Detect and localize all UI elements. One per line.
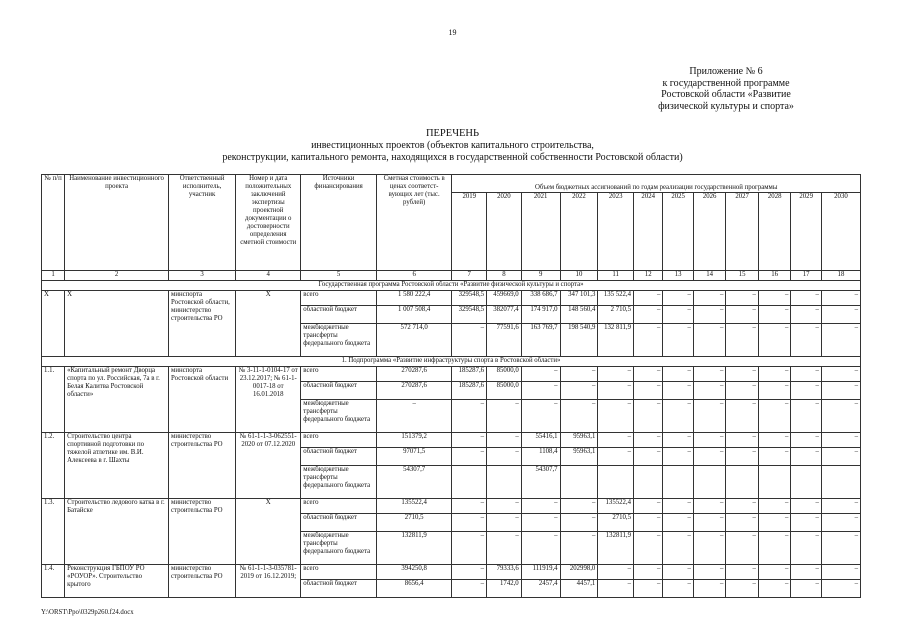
table-row	[42, 565, 861, 580]
year-value: –	[693, 400, 726, 433]
funding-source: всего	[301, 499, 377, 514]
project-doc: Х	[236, 499, 301, 565]
investment-projects-table	[41, 174, 861, 598]
project-doc: Х	[236, 291, 301, 357]
project-name: Строительство центра спортивной подготовки по тяжелой атлетике им. В.И. Алексеева в г. Шахты	[65, 433, 169, 499]
column-index: 4	[236, 271, 301, 281]
year-value: –	[487, 433, 522, 448]
year-value: –	[634, 580, 663, 598]
cost-value: 394250,8	[376, 565, 452, 580]
year-value: –	[598, 382, 634, 400]
year-value: 185287,6	[452, 382, 487, 400]
appendix-line-3: Ростовской области «Развитие	[661, 89, 791, 100]
year-value: –	[634, 565, 663, 580]
column-index: 2	[65, 271, 169, 281]
year-value: 77591,6	[487, 324, 522, 357]
project-responsible: минспорта Ростовской области	[169, 367, 236, 433]
year-value: –	[663, 532, 693, 565]
project-name: Х	[65, 291, 169, 357]
year-value: –	[521, 532, 560, 565]
header-name: Наименование инвестиционного проекта	[65, 175, 169, 271]
appendix-line-2: к государственной программе	[662, 77, 790, 89]
funding-source: всего	[301, 291, 377, 306]
cost-value: 572 714,0	[376, 324, 452, 357]
year-value: –	[791, 324, 821, 357]
year-value: –	[821, 514, 860, 532]
table-row	[42, 367, 861, 382]
cost-value: 2710,5	[376, 514, 452, 532]
year-value: –	[693, 580, 726, 598]
cost-value: 135522,4	[376, 499, 452, 514]
year-value: –	[791, 532, 821, 565]
year-value: 55416,1	[521, 433, 560, 448]
column-index: 10	[560, 271, 598, 281]
year-value: –	[726, 565, 759, 580]
year-value: –	[634, 499, 663, 514]
year-value: –	[821, 433, 860, 448]
year-value: –	[758, 580, 791, 598]
year-value: –	[726, 291, 759, 306]
project-responsible: минспорта Ростовской области, министерство строительства РО	[169, 291, 236, 357]
year-value: 95963,1	[560, 433, 598, 448]
column-index: 13	[663, 271, 693, 281]
year-value	[452, 466, 487, 499]
column-index: 18	[821, 271, 860, 281]
year-value: –	[693, 306, 726, 324]
project-name: Строительство ледового катка в г. Батайске	[65, 499, 169, 565]
year-value: 202998,0	[560, 565, 598, 580]
year-value	[598, 466, 634, 499]
year-value	[693, 466, 726, 499]
year-value: –	[560, 367, 598, 382]
subprogram-title: 1. Подпрограмма «Развитие инфраструктуры спорта в Ростовской области»	[42, 357, 861, 367]
year-value: –	[663, 565, 693, 580]
year-value: –	[726, 514, 759, 532]
project-number: 1.2.	[42, 433, 65, 499]
year-value: –	[634, 433, 663, 448]
year-value: –	[821, 580, 860, 598]
year-value: –	[663, 499, 693, 514]
year-value: –	[758, 514, 791, 532]
year-value: 95963,1	[560, 448, 598, 466]
year-value: –	[560, 499, 598, 514]
year-value: –	[663, 433, 693, 448]
column-index: 14	[693, 271, 726, 281]
year-value: –	[663, 382, 693, 400]
funding-source: всего	[301, 565, 377, 580]
year-value: –	[521, 382, 560, 400]
year-value: –	[758, 499, 791, 514]
year-value: –	[521, 499, 560, 514]
year-value: –	[791, 382, 821, 400]
year-value: –	[634, 367, 663, 382]
project-number: 1.1.	[42, 367, 65, 433]
year-value: –	[598, 580, 634, 598]
year-value: –	[758, 291, 791, 306]
year-value: –	[693, 514, 726, 532]
year-value: 185287,6	[452, 367, 487, 382]
year-value: –	[452, 514, 487, 532]
page-number: 19	[448, 28, 457, 37]
header-cost: Сметная стоимость в ценах соответст-вующих лет (тыс. рублей)	[376, 175, 452, 271]
project-number: Х	[42, 291, 65, 357]
year-value: –	[598, 367, 634, 382]
cost-value: 97071,5	[376, 448, 452, 466]
year-value: –	[560, 382, 598, 400]
year-value: –	[821, 324, 860, 357]
project-responsible: министерство строительства РО	[169, 433, 236, 499]
year-value: –	[634, 448, 663, 466]
header-source: Источники финансирования	[301, 175, 377, 271]
header-year: 2027	[726, 193, 759, 271]
cost-value: 54307,7	[376, 466, 452, 499]
header-year: 2022	[560, 193, 598, 271]
year-value: –	[693, 448, 726, 466]
title-heading: ПЕРЕЧЕНЬ	[425, 128, 480, 139]
year-value: –	[634, 291, 663, 306]
year-value: 54307,7	[521, 466, 560, 499]
year-value: –	[487, 514, 522, 532]
year-value: –	[791, 565, 821, 580]
year-value: –	[821, 565, 860, 580]
year-value: –	[726, 382, 759, 400]
year-value: –	[634, 306, 663, 324]
table-row	[42, 433, 861, 448]
year-value: –	[560, 400, 598, 433]
year-value: –	[821, 448, 860, 466]
year-value: –	[791, 291, 821, 306]
year-value: –	[598, 565, 634, 580]
year-value: 1742,0	[487, 580, 522, 598]
header-year: 2020	[487, 193, 522, 271]
cost-value: 270287,6	[376, 382, 452, 400]
year-value: –	[452, 499, 487, 514]
year-value: –	[487, 532, 522, 565]
header-doc: Номер и дата положительных заключений экспертизы проектной документации о достоверности определения сметной стоимости	[236, 175, 301, 271]
header-num: № п/п	[42, 175, 65, 271]
year-value: –	[634, 382, 663, 400]
year-value: –	[560, 514, 598, 532]
year-value: –	[663, 580, 693, 598]
funding-source: межбюджетные трансферты федерального бюджета	[301, 532, 377, 565]
year-value: –	[663, 306, 693, 324]
appendix-line-1: Приложение № 6	[689, 66, 763, 77]
cost-value: 1 580 222,4	[376, 291, 452, 306]
year-value: 329548,5	[452, 306, 487, 324]
appendix-block	[626, 66, 826, 112]
year-value: –	[693, 324, 726, 357]
year-value: –	[758, 433, 791, 448]
year-value: –	[634, 400, 663, 433]
project-doc: № 61-1-1-3-035781-2019 от 16.12.2019;	[236, 565, 301, 598]
year-value: 382077,4	[487, 306, 522, 324]
header-volume: Объем бюджетных ассигнований по годам реализации государственной программы	[452, 175, 861, 193]
year-value: –	[821, 499, 860, 514]
column-index: 12	[634, 271, 663, 281]
year-value: 148 560,4	[560, 306, 598, 324]
year-value: 329548,5	[452, 291, 487, 306]
project-responsible: министерство строительства РО	[169, 565, 236, 598]
program-title-row	[42, 281, 861, 291]
year-value: –	[693, 382, 726, 400]
year-value: –	[821, 400, 860, 433]
project-number: 1.4.	[42, 565, 65, 598]
year-value: 132811,9	[598, 532, 634, 565]
year-value	[791, 466, 821, 499]
year-value: –	[693, 433, 726, 448]
cost-value: 1 007 508,4	[376, 306, 452, 324]
cost-value: –	[376, 400, 452, 433]
funding-source: областной бюджет	[301, 306, 377, 324]
year-value: –	[758, 565, 791, 580]
year-value: 85000,0	[487, 382, 522, 400]
funding-source: областной бюджет	[301, 448, 377, 466]
header-year: 2021	[521, 193, 560, 271]
project-doc: № 61-1-1-3-062551-2020 от 07.12.2020	[236, 433, 301, 499]
year-value: –	[758, 448, 791, 466]
header-year: 2028	[758, 193, 791, 271]
program-title: Государственная программа Ростовской области «Развитие физической культуры и спорта»	[42, 281, 861, 291]
year-value: –	[521, 367, 560, 382]
year-value: –	[452, 400, 487, 433]
year-value: –	[598, 448, 634, 466]
funding-source: межбюджетные трансферты федерального бюджета	[301, 400, 377, 433]
year-value: –	[663, 291, 693, 306]
project-number: 1.3.	[42, 499, 65, 565]
year-value: –	[726, 433, 759, 448]
year-value: –	[487, 499, 522, 514]
year-value: –	[758, 400, 791, 433]
year-value: 174 917,0	[521, 306, 560, 324]
year-value: 135522,4	[598, 499, 634, 514]
column-index: 9	[521, 271, 560, 281]
title-line-2: реконструкции, капитального ремонта, находящихся в государственной собственности Ростовской области)	[222, 152, 683, 163]
year-value: 1108,4	[521, 448, 560, 466]
year-value: –	[521, 400, 560, 433]
year-value: –	[791, 306, 821, 324]
year-value: –	[758, 532, 791, 565]
cost-value: 151379,2	[376, 433, 452, 448]
year-value: –	[726, 499, 759, 514]
column-index: 15	[726, 271, 759, 281]
header-year: 2029	[791, 193, 821, 271]
year-value: 4457,1	[560, 580, 598, 598]
funding-source: межбюджетные трансферты федерального бюджета	[301, 466, 377, 499]
cost-value: 8656,4	[376, 580, 452, 598]
year-value: 338 686,7	[521, 291, 560, 306]
year-value: –	[791, 400, 821, 433]
project-name: «Капитальный ремонт Дворца спорта по ул. Российская, 7а в г. Белая Калитва Ростовской области»	[65, 367, 169, 433]
header-year: 2024	[634, 193, 663, 271]
column-index: 17	[791, 271, 821, 281]
year-value: –	[452, 448, 487, 466]
year-value: –	[758, 306, 791, 324]
year-value: –	[452, 324, 487, 357]
column-index: 1	[42, 271, 65, 281]
funding-source: областной бюджет	[301, 580, 377, 598]
year-value: –	[726, 580, 759, 598]
document-title	[0, 128, 905, 164]
year-value: 198 540,9	[560, 324, 598, 357]
project-responsible: министерство строительства РО	[169, 499, 236, 565]
year-value: –	[726, 448, 759, 466]
year-value: –	[693, 565, 726, 580]
year-value	[560, 466, 598, 499]
year-value: –	[693, 367, 726, 382]
year-value: 2 710,5	[598, 306, 634, 324]
year-value: –	[758, 324, 791, 357]
year-value	[758, 466, 791, 499]
year-value: 79333,6	[487, 565, 522, 580]
year-value: –	[598, 433, 634, 448]
appendix-line-4: физической культуры и спорта»	[658, 100, 794, 112]
funding-source: всего	[301, 433, 377, 448]
year-value: –	[758, 382, 791, 400]
column-index: 16	[758, 271, 791, 281]
header-year: 2019	[452, 193, 487, 271]
year-value: –	[452, 433, 487, 448]
funding-source: областной бюджет	[301, 382, 377, 400]
year-value: –	[693, 499, 726, 514]
cost-value: 132811,9	[376, 532, 452, 565]
table-row	[42, 499, 861, 514]
column-index: 6	[376, 271, 452, 281]
header-year: 2026	[693, 193, 726, 271]
year-value: 2710,5	[598, 514, 634, 532]
year-value: –	[663, 324, 693, 357]
year-value: –	[663, 367, 693, 382]
year-value: –	[791, 580, 821, 598]
year-value: –	[693, 532, 726, 565]
year-value: –	[791, 499, 821, 514]
year-value: –	[487, 400, 522, 433]
column-index: 5	[301, 271, 377, 281]
column-index: 3	[169, 271, 236, 281]
column-index: 7	[452, 271, 487, 281]
column-index: 8	[487, 271, 522, 281]
year-value: 85000,0	[487, 367, 522, 382]
year-value: –	[598, 400, 634, 433]
year-value: –	[726, 324, 759, 357]
year-value: 111919,4	[521, 565, 560, 580]
table-index-row	[42, 271, 861, 281]
year-value: –	[452, 532, 487, 565]
year-value: –	[634, 324, 663, 357]
year-value: 135 522,4	[598, 291, 634, 306]
table-header-row	[42, 175, 861, 193]
year-value: –	[758, 367, 791, 382]
table-row	[42, 291, 861, 306]
year-value: –	[821, 532, 860, 565]
year-value: –	[791, 514, 821, 532]
year-value: 132 811,9	[598, 324, 634, 357]
title-line-1: инвестиционных проектов (объектов капитального строительства,	[311, 140, 594, 151]
year-value: 459669,0	[487, 291, 522, 306]
year-value: –	[663, 514, 693, 532]
funding-source: областной бюджет	[301, 514, 377, 532]
footer-file-path: Y:\ORST\Ppo\0329p260.f24.docx	[41, 609, 134, 616]
funding-source: всего	[301, 367, 377, 382]
year-value: –	[791, 433, 821, 448]
header-year: 2023	[598, 193, 634, 271]
year-value: 163 769,7	[521, 324, 560, 357]
year-value: –	[726, 367, 759, 382]
project-name: Реконструкция ГБПОУ РО «РОУОР». Строительство крытого	[65, 565, 169, 598]
project-doc: № 3-11-1-0104-17 от 23.12.2017; № 61-1-0017-18 от 16.01.2018	[236, 367, 301, 433]
year-value: –	[452, 580, 487, 598]
year-value: –	[452, 565, 487, 580]
year-value: –	[821, 367, 860, 382]
year-value: –	[663, 400, 693, 433]
year-value	[821, 466, 860, 499]
year-value	[726, 466, 759, 499]
header-responsible: Ответственный исполнитель, участник	[169, 175, 236, 271]
year-value: –	[821, 291, 860, 306]
year-value: –	[726, 306, 759, 324]
subprogram-title-row	[42, 357, 861, 367]
year-value	[487, 466, 522, 499]
year-value: –	[521, 514, 560, 532]
funding-source: межбюджетные трансферты федерального бюджета	[301, 324, 377, 357]
year-value	[663, 466, 693, 499]
year-value: –	[791, 367, 821, 382]
year-value: –	[821, 382, 860, 400]
header-year: 2025	[663, 193, 693, 271]
year-value: –	[634, 514, 663, 532]
year-value: 347 101,3	[560, 291, 598, 306]
year-value: 2457,4	[521, 580, 560, 598]
cost-value: 270287,6	[376, 367, 452, 382]
year-value: –	[487, 448, 522, 466]
year-value: –	[726, 532, 759, 565]
year-value: –	[634, 532, 663, 565]
year-value: –	[560, 532, 598, 565]
header-year: 2030	[821, 193, 860, 271]
year-value: –	[791, 448, 821, 466]
year-value: –	[821, 306, 860, 324]
year-value	[634, 466, 663, 499]
year-value: –	[663, 448, 693, 466]
year-value: –	[693, 291, 726, 306]
column-index: 11	[598, 271, 634, 281]
year-value: –	[726, 400, 759, 433]
